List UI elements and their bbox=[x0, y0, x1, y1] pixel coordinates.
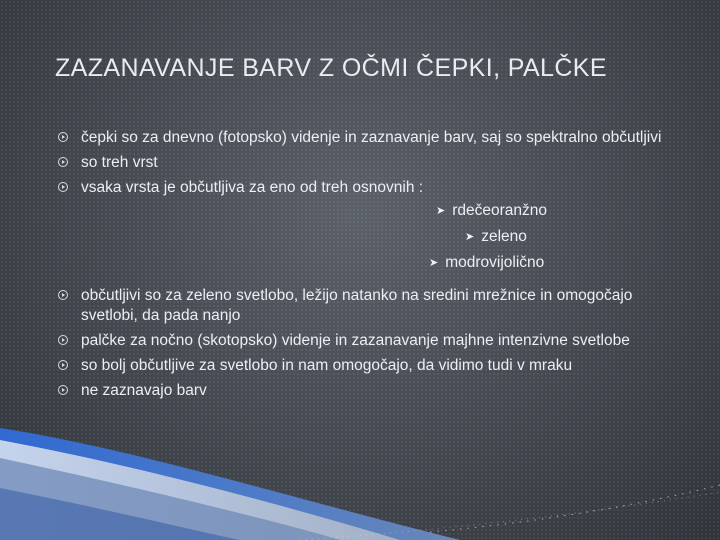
bullet-text: palčke za nočno (skotopsko) videnje in zazanavanje majhne intenzivne svetlobe bbox=[81, 332, 630, 349]
bullet-item bbox=[58, 381, 688, 401]
bullet-text: so treh vrst bbox=[81, 154, 158, 171]
bullet-item bbox=[58, 178, 688, 198]
circled-arrow-icon bbox=[58, 360, 68, 370]
arrowhead-icon: ➤ bbox=[429, 257, 439, 269]
slide-title: ZAZANAVANJE BARV Z OČMI ČEPKI, PALČKE bbox=[55, 54, 607, 82]
bullet-text: ne zaznavajo barv bbox=[81, 382, 207, 399]
sub-item-text: zeleno bbox=[481, 228, 527, 245]
circled-arrow-icon bbox=[58, 335, 68, 345]
sub-item-text: modrovijolično bbox=[445, 254, 545, 271]
arrowhead-icon: ➤ bbox=[465, 231, 475, 243]
bullet-item bbox=[58, 286, 688, 326]
sub-item bbox=[429, 253, 544, 273]
circled-arrow-icon bbox=[58, 157, 68, 167]
bullet-item bbox=[58, 356, 688, 376]
arrowhead-icon: ➤ bbox=[436, 205, 446, 217]
sub-list bbox=[58, 201, 688, 281]
circled-arrow-icon bbox=[58, 132, 68, 142]
circled-arrow-icon bbox=[58, 182, 68, 192]
sub-item bbox=[465, 227, 527, 247]
circled-arrow-icon bbox=[58, 385, 68, 395]
sub-item-text: rdečeoranžno bbox=[452, 202, 548, 219]
sub-item bbox=[436, 201, 547, 221]
bullet-item bbox=[58, 331, 688, 351]
bullet-item bbox=[58, 128, 688, 148]
bullet-list bbox=[58, 128, 688, 406]
circled-arrow-icon bbox=[58, 290, 68, 300]
bullet-text: občutljivi so za zeleno svetlobo, ležijo natanko na sredini mrežnice in omogočajo svetlobi, da pada nanjo bbox=[81, 287, 633, 324]
bullet-text: čepki so za dnevno (fotopsko) videnje in zaznavanje barv, saj so spektralno občutljivi bbox=[81, 129, 662, 146]
bullet-text: vsaka vrsta je občutljiva za eno od treh osnovnih : bbox=[81, 179, 424, 196]
bullet-text: so bolj občutljive za svetlobo in nam omogočajo, da vidimo tudi v mraku bbox=[81, 357, 573, 374]
bullet-item bbox=[58, 153, 688, 173]
